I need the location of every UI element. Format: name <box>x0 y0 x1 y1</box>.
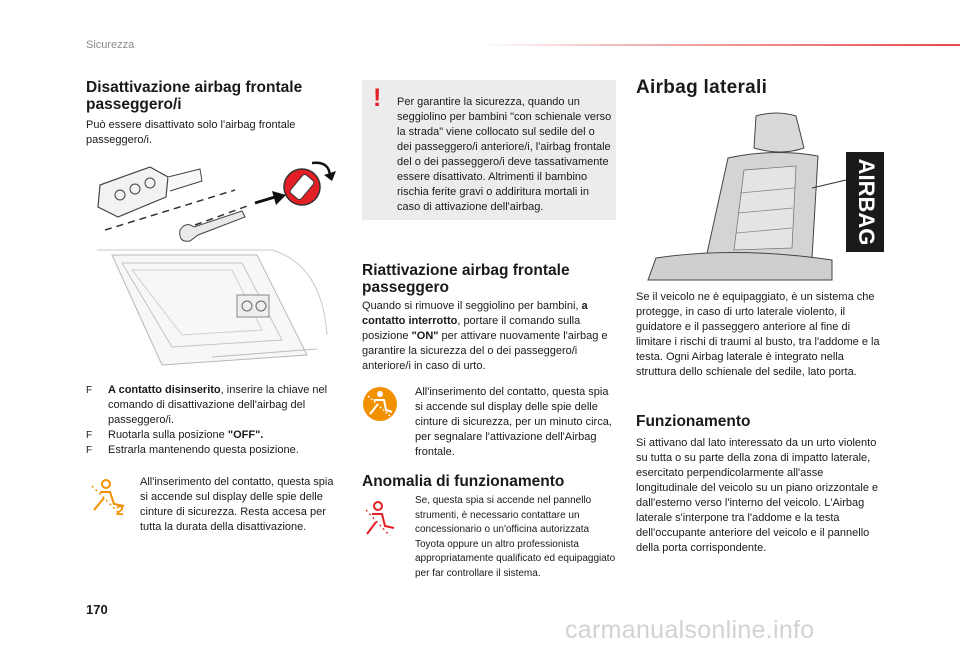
reactivation-lamp-text: All'inserimento del contatto, questa spia si accende sul display delle spie delle cinture di sicurezza, per un minuto circa, per segnalare l'attivazione dell'Airbag frontale. <box>415 386 612 458</box>
step-item: F A contatto disinserito, inserire la chiave nel comando di disattivazione dell'airbag del passeggero/i. <box>86 383 342 428</box>
page-number: 170 <box>86 602 108 617</box>
side-airbags-text: Se il veicolo ne è equipaggiato, è un sistema che protegge, in caso di urto laterale violento, il guidatore e il passeggero anteriore al fine di limitare i rischi di traumi al busto, tra l'addome e la testa. Ogni Airbag laterale è integrato nella struttura dello schienale del sedile, lato porta. <box>636 291 880 378</box>
airbag-on-lamp-icon <box>362 386 398 422</box>
step-item: F Estrarla mantenendo questa posizione. <box>86 443 342 458</box>
deactivation-title: Disattivazione airbag frontale passeggero/i <box>86 79 303 113</box>
section-label: Sicurezza <box>86 39 135 51</box>
header-rule <box>480 44 960 46</box>
reactivation-title: Riattivazione airbag frontale passeggero <box>362 262 570 296</box>
deactivation-intro: Può essere disattivato solo l'airbag frontale passeggero/i. <box>86 119 296 146</box>
warning-exclamation-icon: ! <box>373 84 382 112</box>
reactivation-text: Quando si rimuove il seggiolino per bambini, a contatto interrotto, portare il comando sulla posizione "ON" per attivare nuovamente l'airbag e garantire la sicurezza del o dei passeggero/i anteriore/i in caso di urto. <box>362 300 608 372</box>
fault-text: Se, questa spia si accende nel pannello strumenti, è necessario contattare un concessionario o un'officina autorizzata Toyota oppure un altro professionista appropriatamente qualificato ed equipaggiato per far controllare il sistema. <box>415 495 616 579</box>
fault-title: Anomalia di funzionamento <box>362 473 565 490</box>
step-item: F Ruotarla sulla posizione "OFF". <box>86 428 342 443</box>
operation-title: Funzionamento <box>636 413 751 430</box>
operation-text: Si attivano dal lato interessato da un urto violento su tutta o su parte della zona di impatto laterale, esercitato perpendicolarmente all'asse longitudinale del veicolo su un piano orizzontale e dall'esterno verso l'interno del veicolo. L'Airbag laterale s'interpone tra l'addome e la testa dell'occupante anteriore del veicolo e il pannello della porta corrispondente. <box>636 437 879 554</box>
passenger-airbag-lamp-icon <box>90 478 130 516</box>
deactivation-steps <box>86 383 342 458</box>
lamp-number-label: 2 <box>116 502 124 516</box>
key-switch-illustration <box>90 155 340 250</box>
watermark: carmanualsonline.info <box>565 616 815 644</box>
glovebox-illustration <box>92 245 332 375</box>
airbag-label: AIRBAG <box>854 158 880 246</box>
warning-text: Per garantire la sicurezza, quando un seggiolino per bambini "con schienale verso la strada" viene collocato sul sedile del o dei passeggero/i anteriore/i, l'airbag frontale del o dei passeggero/i deve tassativamente essere disattivato. Altrimenti il bambino rischia ferite gravi o addiritura mortali in caso di attivazione dell'airbag. <box>397 96 612 213</box>
deactivation-lamp-text: All'inserimento del contatto, questa spia si accende sul display delle spie delle cinture di sicurezza. Resta accesa per tutta la durata della disattivazione. <box>140 476 334 533</box>
airbag-fault-lamp-icon <box>364 500 406 540</box>
side-airbags-title: Airbag laterali <box>636 77 768 98</box>
seat-illustration <box>636 108 886 283</box>
